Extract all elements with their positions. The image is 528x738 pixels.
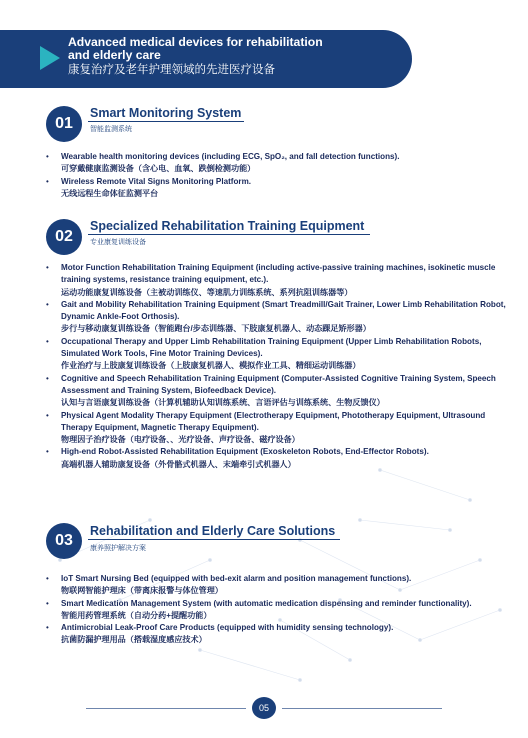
list-item bbox=[46, 262, 506, 299]
section-subtitle: 智能监测系统 bbox=[90, 126, 132, 133]
item-text-en: • Smart Medication Management System (with automatic medication dispensing and reminder functionality). bbox=[61, 598, 472, 608]
footer-divider-right bbox=[282, 708, 442, 709]
page-number: 05 bbox=[252, 697, 276, 719]
item-text-zh: 智能用药管理系统（自动分药+提醒功能） bbox=[61, 610, 212, 620]
item-text-zh: 运动功能康复训练设备（主被动训练仪、等速肌力训练系统、系列抗阻训练器等） bbox=[61, 287, 353, 297]
item-text-zh: 作业治疗与上肢康复训练设备（上肢康复机器人、模拟作业工具、精细运动训练器） bbox=[61, 361, 361, 371]
section-item-list bbox=[46, 262, 506, 471]
item-text-zh: 抗菌防漏护理用品（搭载湿度感应技术） bbox=[61, 635, 207, 645]
list-item bbox=[46, 151, 506, 176]
item-text-zh: 步行与移动康复训练设备（智能跑台/步态训练器、下肢康复机器人、动态踝足矫形器） bbox=[61, 324, 371, 334]
item-text-en: • Physical Agent Modality Therapy Equipment (Electrotherapy Equipment, Phototherapy Equipment, Ultrasound Therapy Equipment, Magnetic Therapy Equipment). bbox=[61, 410, 486, 432]
item-text-zh: 无线远程生命体征监测平台 bbox=[61, 188, 159, 198]
item-text-en: • Antimicrobial Leak-Proof Care Products (equipped with humidity sensing technology). bbox=[61, 623, 394, 633]
item-text-en: • Wearable health monitoring devices (including ECG, SpO₂, and fall detection functions). bbox=[61, 152, 400, 161]
section-number-badge: 03 bbox=[46, 523, 82, 559]
banner-title-zh: 康复治疗及老年护理领域的先进医疗设备 bbox=[68, 64, 275, 76]
item-text-en: • Wireless Remote Vital Signs Monitoring Platform. bbox=[61, 176, 252, 186]
list-item bbox=[46, 410, 506, 447]
list-item bbox=[46, 573, 506, 598]
list-item bbox=[46, 336, 506, 373]
item-text-zh: 物联网智能护理床（带离床报警与体位管理） bbox=[61, 586, 223, 596]
section-subtitle: 康养照护解决方案 bbox=[90, 545, 146, 552]
section-subtitle: 专业康复训练设备 bbox=[90, 239, 146, 246]
item-text-en: • Cognitive and Speech Rehabilitation Training Equipment (Computer-Assisted Cognitive Training System, Speech Assessment and Training System, Biofeedback Device). bbox=[61, 373, 496, 395]
list-item bbox=[46, 598, 506, 623]
section-title: Rehabilitation and Elderly Care Solutions bbox=[90, 524, 336, 538]
section-underline bbox=[88, 234, 370, 235]
section-title: Smart Monitoring System bbox=[90, 106, 242, 120]
item-text-en: • Gait and Mobility Rehabilitation Training Equipment (Smart Treadmill/Gait Trainer, Lower Limb Rehabilitation Robot, Dynamic Ankle-Foot Orthosis). bbox=[61, 299, 506, 322]
item-text-zh: 高端机器人辅助康复设备（外骨骼式机器人、末端牵引式机器人） bbox=[61, 459, 296, 469]
banner-text bbox=[68, 36, 328, 78]
section-number-badge: 01 bbox=[46, 106, 82, 142]
list-item bbox=[46, 176, 506, 201]
list-item bbox=[46, 622, 506, 647]
item-text-zh: 可穿戴健康监测设备（含心电、血氧、跌倒检测功能） bbox=[61, 164, 256, 174]
item-text-en: • IoT Smart Nursing Bed (equipped with bed-exit alarm and position management functions). bbox=[61, 574, 412, 583]
item-text-en: • Motor Function Rehabilitation Training Equipment (including active-passive training machines, isokinetic muscle training systems, resistance training equipment, etc.). bbox=[61, 263, 496, 285]
section-underline bbox=[88, 539, 340, 540]
banner-title-en: Advanced medical devices for rehabilitation and elderly care bbox=[68, 35, 323, 62]
item-text-zh: 物理因子治疗设备（电疗设备、、光疗设备、声疗设备、磁疗设备） bbox=[61, 435, 300, 445]
footer-divider-left bbox=[86, 708, 246, 709]
item-text-en: • Occupational Therapy and Upper Limb Rehabilitation Training Equipment (Upper Limb Rehabilitation Robots, Simulated Work Tools, Fine Motor Training Devices). bbox=[61, 336, 482, 359]
section-item-list bbox=[46, 151, 506, 200]
list-item bbox=[46, 446, 506, 471]
list-item bbox=[46, 373, 506, 410]
section-underline bbox=[88, 121, 244, 122]
section-item-list bbox=[46, 573, 506, 647]
list-item bbox=[46, 299, 506, 336]
item-text-zh: 认知与言语康复训练设备（计算机辅助认知训练系统、言语评估与训练系统、生物反馈仪） bbox=[61, 398, 385, 408]
section-title: Specialized Rehabilitation Training Equipment bbox=[90, 219, 365, 233]
section-number-badge: 02 bbox=[46, 219, 82, 255]
play-arrow-icon bbox=[40, 46, 60, 70]
item-text-en: • High-end Robot-Assisted Rehabilitation Equipment (Exoskeleton Robots, End-Effector Robots). bbox=[61, 447, 429, 457]
